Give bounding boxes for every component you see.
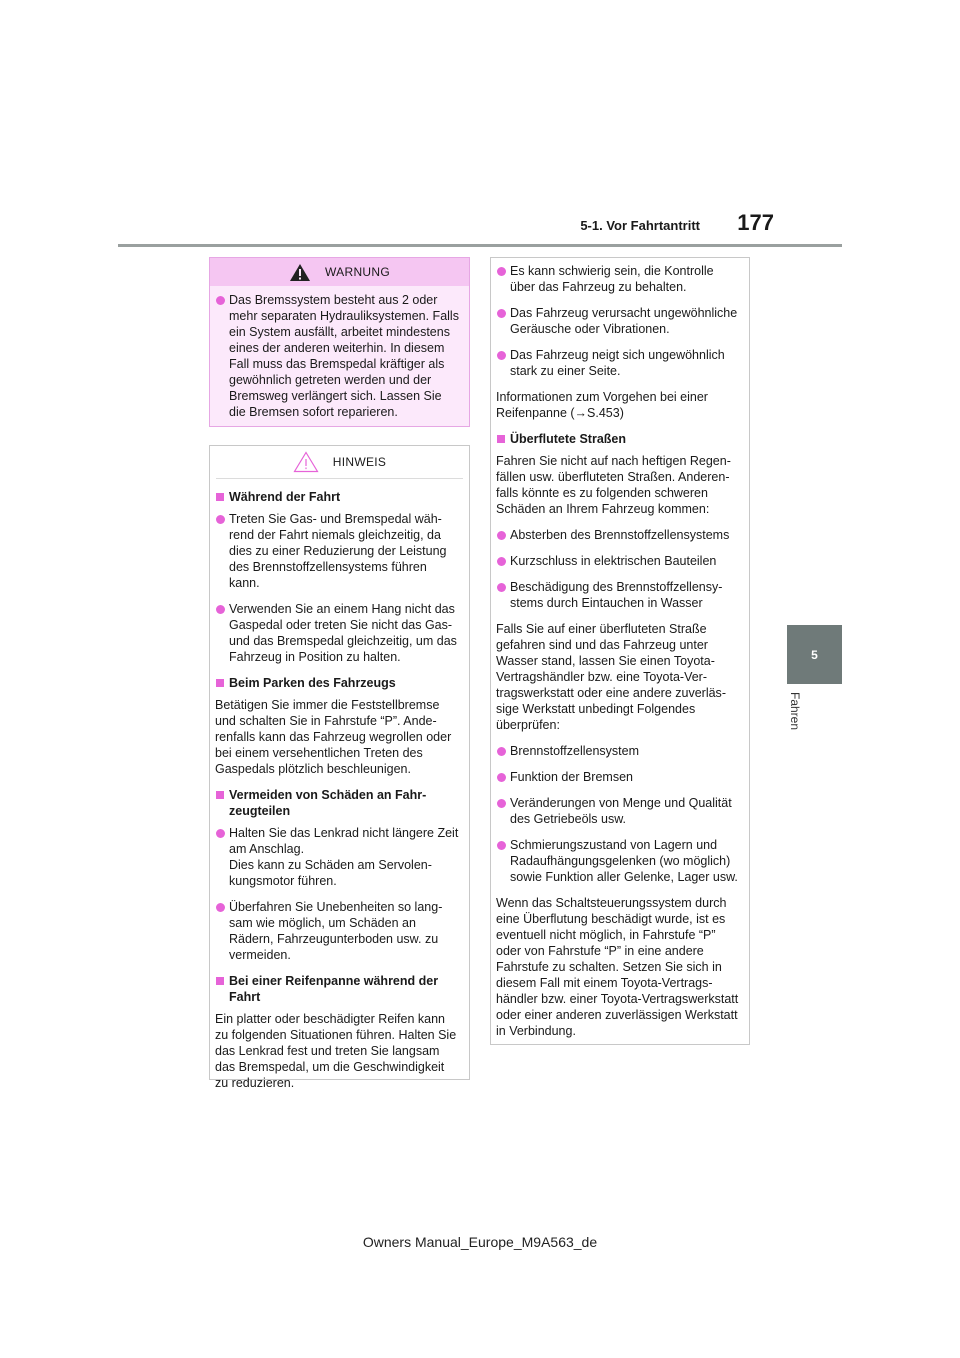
- bullet-item: Beschädigung des Brennstoffzellensystems durch Eintauchen in Wasser: [496, 579, 740, 611]
- notice-box: [209, 445, 470, 1090]
- bullet-item: Kurzschluss in elektrischen Bauteilen: [496, 553, 740, 569]
- bullet-item: Das Fahrzeug verursacht ungewöhnliche Geräusche oder Vibrationen.: [496, 305, 740, 337]
- bullet-item: Schmierungszustand von Lagern und Radaufhängungsgelenken (wo möglich) sowie Funktion aller Gelenke, Lager usw.: [496, 837, 740, 885]
- warning-triangle-icon: [289, 263, 311, 282]
- paragraph: Betätigen Sie immer die Feststellbremse und schalten Sie in Fahrstufe “P”. Anderenfalls kann das Fahrzeug wegrollen oder bei einem versehentlichen Treten des Gaspedals plötzlich beschleunigen.: [215, 698, 452, 776]
- paragraph: Fahren Sie nicht auf nach heftigen Regenfällen usw. überfluteten Straßen. Anderenfalls könnte es zu folgenden schweren Schäden an Ihrem Fahrzeug kommen:: [496, 454, 731, 516]
- warning-title: WARNUNG: [325, 265, 390, 279]
- paragraph: Informationen zum Vorgehen bei einer Reifenpanne (→S.453): [496, 390, 708, 420]
- bullet-item: Absterben des Brennstoffzellensystems: [496, 527, 740, 543]
- section-heading: Bei einer Reifenpanne während der Fahrt: [215, 973, 460, 1005]
- bullet-item: Veränderungen von Menge und Qualität des Getriebeöls usw.: [496, 795, 740, 827]
- header-divider: [118, 244, 842, 247]
- section-heading: Beim Parken des Fahrzeugs: [215, 675, 460, 691]
- section-heading: Überflutete Straßen: [496, 431, 740, 447]
- bullet-item: Brennstoffzellensystem: [496, 743, 740, 759]
- paragraph: Wenn das Schaltsteuerungssystem durch eine Überflutung beschädigt wurde, ist es eventuell nicht möglich, in Fahrstufe “P” oder von Fahrstufe “P” in eine andere Fahrstufe zu schalten. Setzen Sie sich in diesem Fall mit einem Toyota-Vertragshändler bzw. einer Toyota-Vertragswerkstatt oder einer anderen zuverlässigen Werkstatt in Verbindung.: [496, 896, 739, 1038]
- chapter-label: Fahren: [788, 692, 802, 731]
- bullet-item: Treten Sie Gas- und Bremspedal während der Fahrt niemals gleichzeitig, da dies zu einer Reduzierung der Leistung des Brennstoffzellensystems führen kann.: [215, 511, 460, 591]
- section-heading: Während der Fahrt: [215, 489, 460, 505]
- bullet-item: Halten Sie das Lenkrad nicht längere Zeit am Anschlag. Dies kann zu Schäden am Servolenkungsmotor führen.: [215, 825, 460, 889]
- page-number: 177: [737, 210, 774, 235]
- paragraph: Ein platter oder beschädigter Reifen kann zu folgenden Situationen führen. Halten Sie das Lenkrad fest und treten Sie langsam das Bremspedal, um die Geschwindigkeit zu reduzieren.: [215, 1012, 457, 1090]
- warning-content: [210, 286, 469, 420]
- warning-header: [210, 258, 469, 286]
- section-title: 5-1. Vor Fahrtantritt: [580, 218, 700, 233]
- bullet-item: Das Fahrzeug neigt sich ungewöhnlich stark zu einer Seite.: [496, 347, 740, 379]
- section-heading: Vermeiden von Schäden an Fahrzeugteilen: [215, 787, 460, 819]
- bullet-item: Das Bremssystem besteht aus 2 oder mehr separaten Hydrauliksystemen. Falls ein System ausfällt, arbeitet mindestens eines der anderen weiterhin. In diesem Fall muss das Bremspedal kräftiger als gewöhnlich getreten werden und der Bremsweg verlängert sich. Lassen Sie die Bremsen sofort reparieren.: [215, 292, 460, 420]
- bullet-item: Funktion der Bremsen: [496, 769, 740, 785]
- caution-triangle-icon: [293, 451, 319, 473]
- footer-doc-id: Owners Manual_Europe_M9A563_de: [362, 1234, 598, 1250]
- warning-box: [209, 257, 470, 427]
- notice-title: HINWEIS: [332, 455, 387, 469]
- paragraph: Falls Sie auf einer überfluteten Straße gefahren sind und das Fahrzeug unter Wasser stand, lassen Sie einen Toyota-Vertragshändler bzw. eine Toyota-Vertragswerkstatt oder eine andere zuverlässige Werkstatt unbedingt Folgendes überprüfen:: [496, 622, 726, 732]
- notice-content: [210, 479, 469, 1091]
- notice-header: [216, 446, 463, 479]
- bullet-item: Überfahren Sie Unebenheiten so langsam wie möglich, um Schäden an Rädern, Fahrzeugunterboden usw. zu vermeiden.: [215, 899, 460, 963]
- chapter-tab: 5: [787, 625, 842, 684]
- bullet-item: Es kann schwierig sein, die Kontrolle über das Fahrzeug zu behalten.: [496, 263, 740, 295]
- continued-notice-box: [490, 257, 750, 1045]
- bullet-item: Verwenden Sie an einem Hang nicht das Gaspedal oder treten Sie nicht das Gas- und das Bremspedal gleichzeitig, um das Fahrzeug in Position zu halten.: [215, 601, 460, 665]
- continued-content: [491, 258, 749, 1039]
